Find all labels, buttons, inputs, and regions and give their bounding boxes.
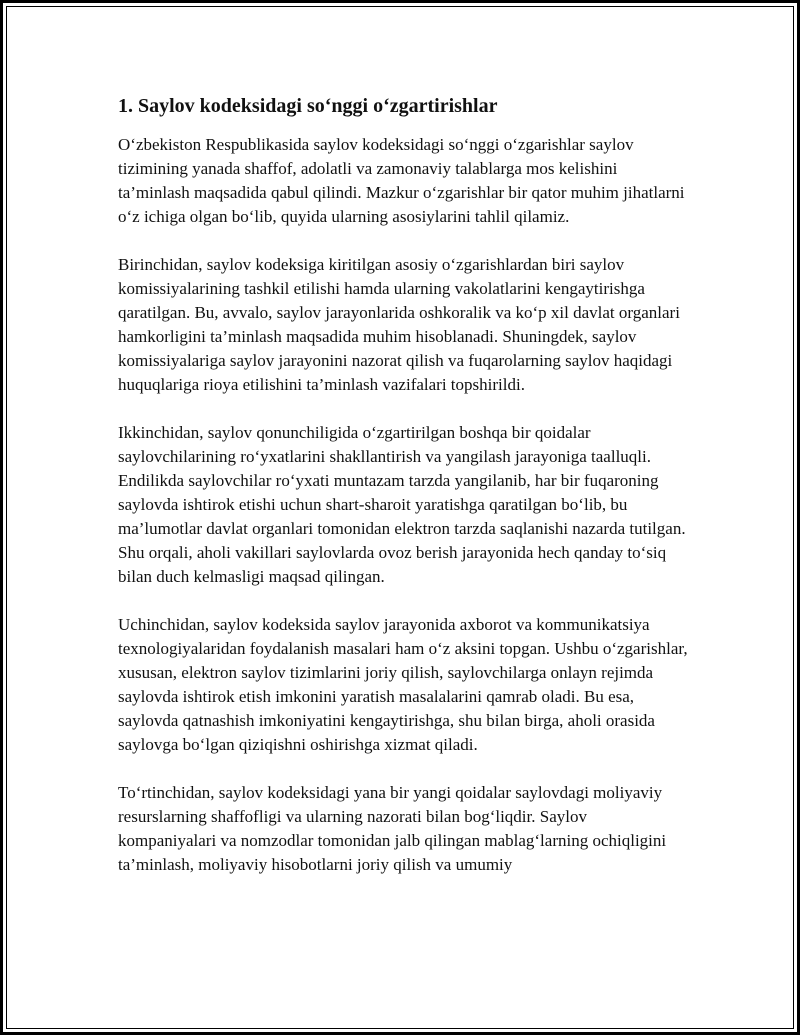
section-heading: 1. Saylov kodeksidagi so‘nggi o‘zgartirishlar	[118, 95, 498, 117]
paragraph-second-point: Ikkinchidan, saylov qonunchiligida o‘zgartirilgan boshqa bir qoidalar saylovchilarining ro‘yxatlarini shakllantirish va yangilash jarayoniga taalluqli. Endilikda saylovchilar ro‘yxati muntazam tarzda yangilanib, har bir fuqaroning saylovda ishtirok etishi uchun shart-sharoit yaratishga qaratilgan bo‘lib, bu ma’lumotlar davlat organlari tomonidan elektron tarzda saqlanishi nazarda tutilgan. Shu orqali, aholi vakillari saylovlarda ovoz berish jarayonida hech qanday to‘siq bilan duch kelmasligi maqsad qilingan.	[118, 423, 686, 586]
paragraph-third-point: Uchinchidan, saylov kodeksida saylov jarayonida axborot va kommunikatsiya texnologiyalaridan foydalanish masalari ham o‘z aksini topgan. Ushbu o‘zgarishlar, xususan, elektron saylov tizimlarini joriy qilish, saylovchilarga onlayn rejimda saylovda ishtirok etish imkonini yaratish masalalarini qamrab oladi. Bu esa, saylovda qatnashish imkoniyatini kengaytirishga, shu bilan birga, aholi orasida saylovga bo‘lgan qiziqishni oshirishga xizmat qiladi.	[118, 615, 688, 754]
paragraph-fourth-point: To‘rtinchidan, saylov kodeksidagi yana bir yangi qoidalar saylovdagi moliyaviy resurslarning shaffofligi va ularning nazorati bilan bog‘liqdir. Saylov kompaniyalari va nomzodlar tomonidan jalb qilingan mablag‘larning ochiqligini ta’minlash, moliyaviy hisobotlarni joriy qilish va umumiy	[118, 783, 667, 874]
document-body	[118, 93, 688, 901]
paragraph-intro: O‘zbekiston Respublikasida saylov kodeksidagi so‘nggi o‘zgarishlar saylov tizimining yanada shaffof, adolatli va zamonaviy talablarga mos kelishini ta’minlash maqsadida qabul qilindi. Mazkur o‘zgarishlar bir qator muhim jihatlarni o‘z ichiga olgan bo‘lib, quyida ularning asosiylarini tahlil qilamiz.	[118, 135, 685, 226]
paragraph-first-point: Birinchidan, saylov kodeksiga kiritilgan asosiy o‘zgarishlardan biri saylov komissiyalarining tashkil etilishi hamda ularning vakolatlarini kengaytirishga qaratilgan. Bu, avvalo, saylov jarayonlarida oshkoralik va ko‘p xil davlat organlari hamkorligini ta’minlash maqsadida muhim hisoblanadi. Shuningdek, saylov komissiyalariga saylov jarayonini nazorat qilish va fuqarolarning saylov haqidagi huquqlariga rioya etilishini ta’minlash vazifalari topshirildi.	[118, 255, 680, 394]
